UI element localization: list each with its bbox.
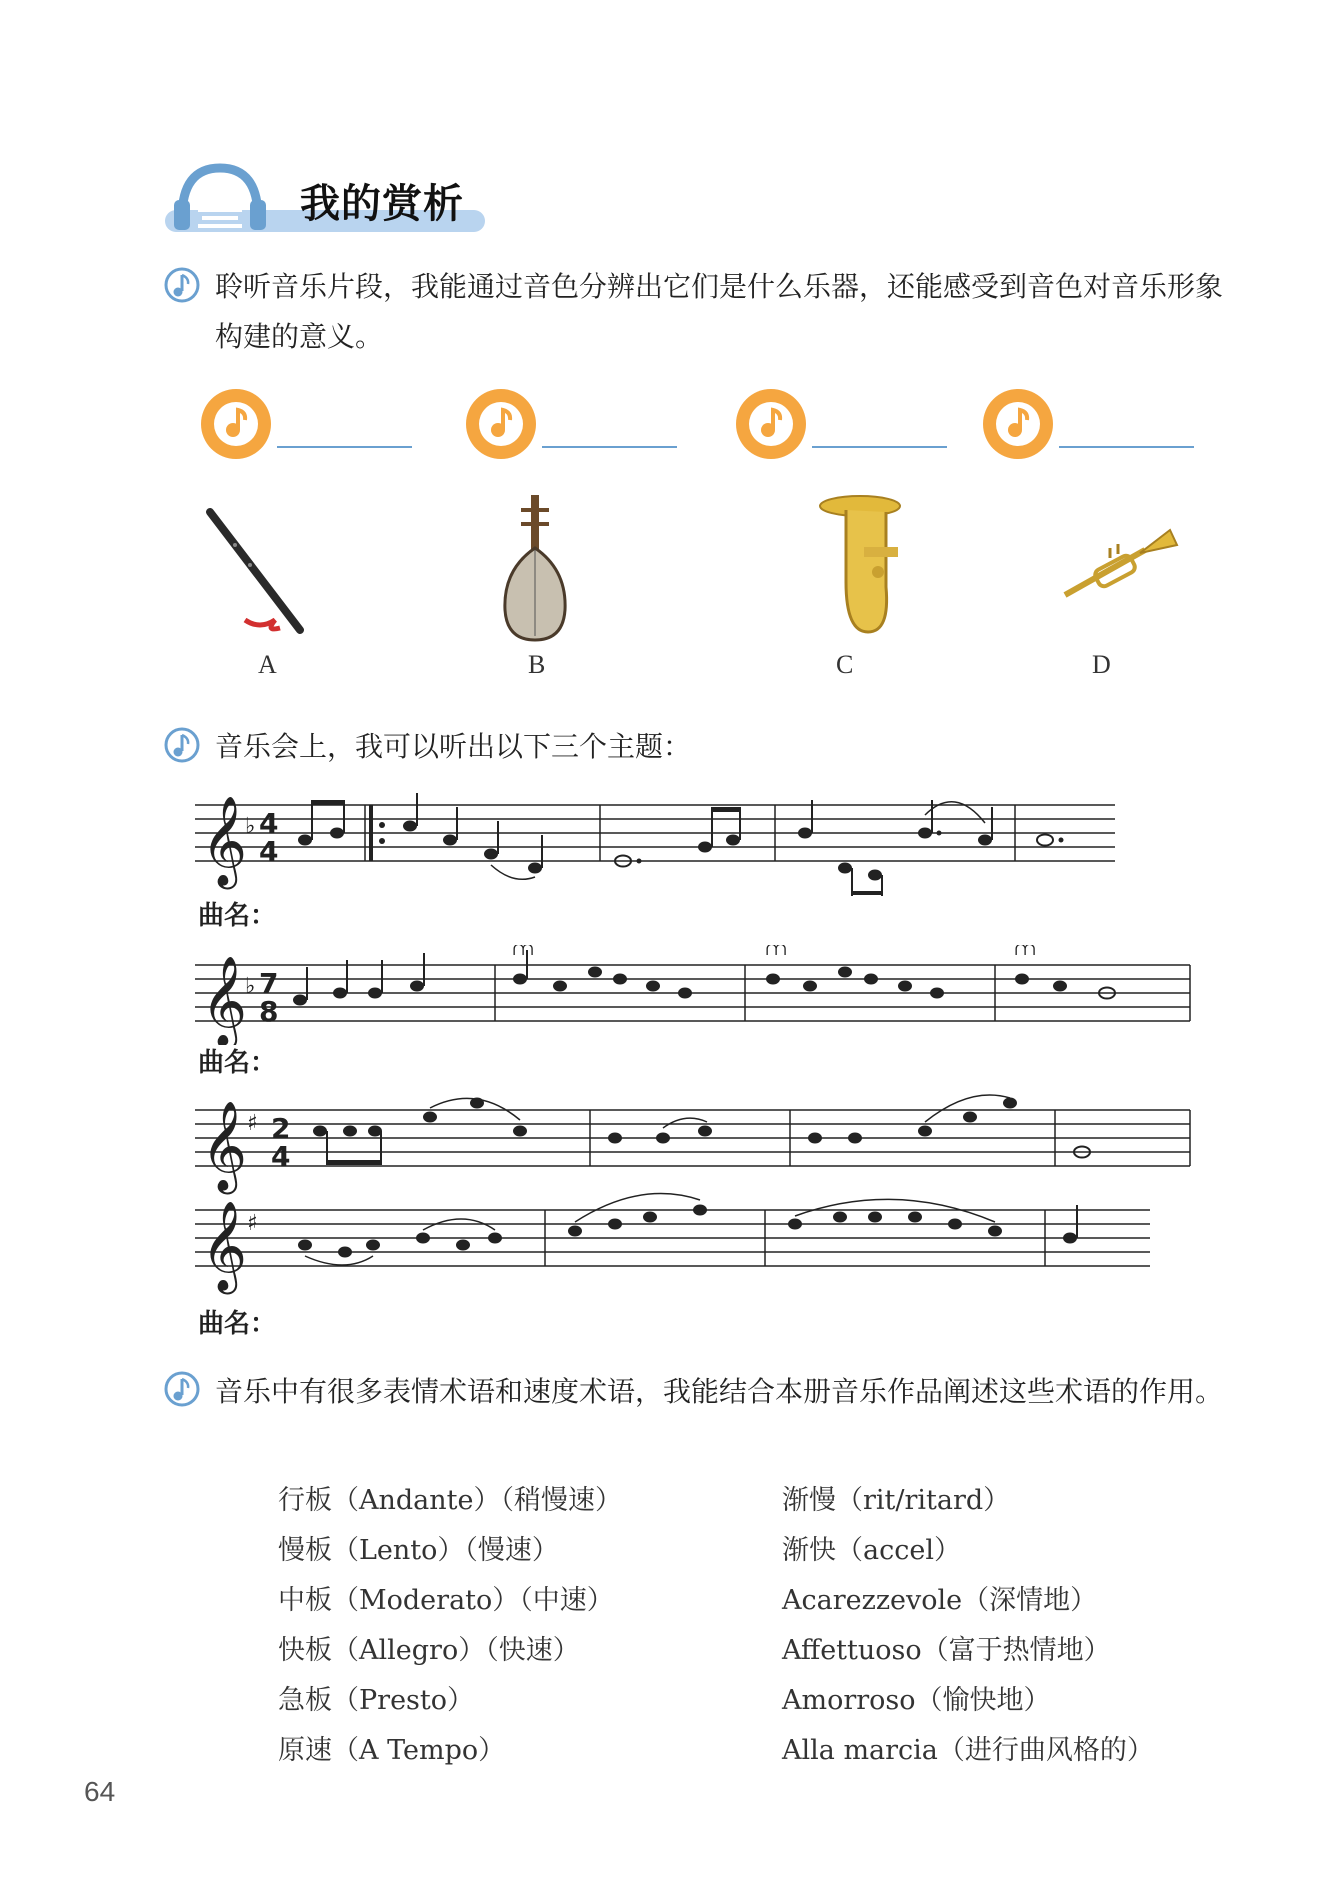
svg-text:⩋: ⩋	[513, 945, 534, 960]
song-name-label: 曲名：	[198, 1048, 277, 1078]
bamboo-flute-image	[195, 500, 315, 640]
term-item: Affettuoso（富于热情地）	[782, 1635, 1111, 1666]
music-note-icon	[163, 266, 201, 304]
answer-blank[interactable]	[812, 446, 947, 448]
disc-icon	[465, 388, 537, 460]
instrument-label-d: D	[1092, 650, 1111, 679]
page-number: 64	[84, 1776, 116, 1807]
svg-text:4: 4	[259, 807, 279, 840]
song-name-label: 曲名：	[198, 1309, 277, 1339]
svg-text:𝄞: 𝄞	[201, 956, 248, 1045]
disc-icon	[200, 388, 272, 460]
svg-text:4: 4	[259, 835, 279, 868]
term-item: 中板（Moderato）（中速）	[278, 1585, 614, 1616]
term-item: 渐快（accel）	[782, 1535, 961, 1566]
svg-text:⩋: ⩋	[1015, 945, 1036, 960]
svg-text:7: 7	[259, 967, 279, 1000]
svg-text:♯: ♯	[247, 1111, 258, 1136]
header-title: 我的赏析	[300, 181, 464, 227]
answer-blank[interactable]	[542, 446, 677, 448]
svg-text:♭: ♭	[245, 814, 256, 839]
music-note-icon	[163, 726, 201, 764]
music-staff-theme-1	[195, 785, 1125, 905]
svg-text:𝄞: 𝄞	[201, 1201, 248, 1291]
disc-icon	[735, 388, 807, 460]
question-2-text: 音乐会上，我可以听出以下三个主题：	[215, 730, 692, 763]
svg-text:⩋: ⩋	[766, 945, 787, 960]
answer-blank[interactable]	[1059, 446, 1194, 448]
trumpet-image	[1055, 520, 1185, 610]
music-staff-theme-2	[195, 945, 1195, 1045]
svg-text:𝄞: 𝄞	[201, 1101, 248, 1191]
headphones-icon	[170, 160, 270, 235]
svg-text:♯: ♯	[247, 1211, 258, 1236]
svg-text:♭: ♭	[245, 974, 256, 999]
term-item: 快板（Allegro）（快速）	[278, 1635, 580, 1666]
term-item: 原速（A Tempo）	[278, 1735, 506, 1766]
music-staff-theme-3	[195, 1090, 1195, 1300]
disc-icon	[982, 388, 1054, 460]
music-note-icon	[163, 1370, 201, 1408]
term-item: 渐慢（rit/ritard）	[782, 1485, 1011, 1516]
term-item: 行板（Andante）（稍慢速）	[278, 1485, 622, 1516]
tuba-image	[808, 492, 908, 640]
term-item: 急板（Presto）	[278, 1685, 475, 1716]
song-name-label: 曲名：	[198, 901, 277, 931]
term-item: 慢板（Lento）（慢速）	[278, 1535, 559, 1566]
svg-text:𝄞: 𝄞	[201, 796, 248, 886]
term-item: Amorroso（愉快地）	[782, 1685, 1051, 1716]
answer-blank[interactable]	[277, 446, 412, 448]
term-item: Acarezzevole（深情地）	[782, 1585, 1098, 1616]
instrument-label-b: B	[528, 650, 546, 679]
term-item: Alla marcia（进行曲风格的）	[782, 1735, 1154, 1766]
instrument-label-c: C	[836, 650, 854, 679]
svg-text:2: 2	[271, 1112, 291, 1145]
question-3-text: 音乐中有很多表情术语和速度术语，我能结合本册音乐作品阐述这些术语的作用。	[215, 1375, 1224, 1408]
svg-text:4: 4	[271, 1140, 291, 1173]
question-1-text: 聆听音乐片段，我能通过音色分辨出它们是什么乐器，还能感受到音色对音乐形象构建的意义。	[215, 270, 1224, 353]
answer-blanks-row	[200, 388, 1200, 468]
svg-text:8: 8	[259, 995, 279, 1028]
instrument-label-a: A	[258, 650, 277, 679]
section-header	[160, 160, 490, 240]
pipa-image	[495, 490, 575, 645]
